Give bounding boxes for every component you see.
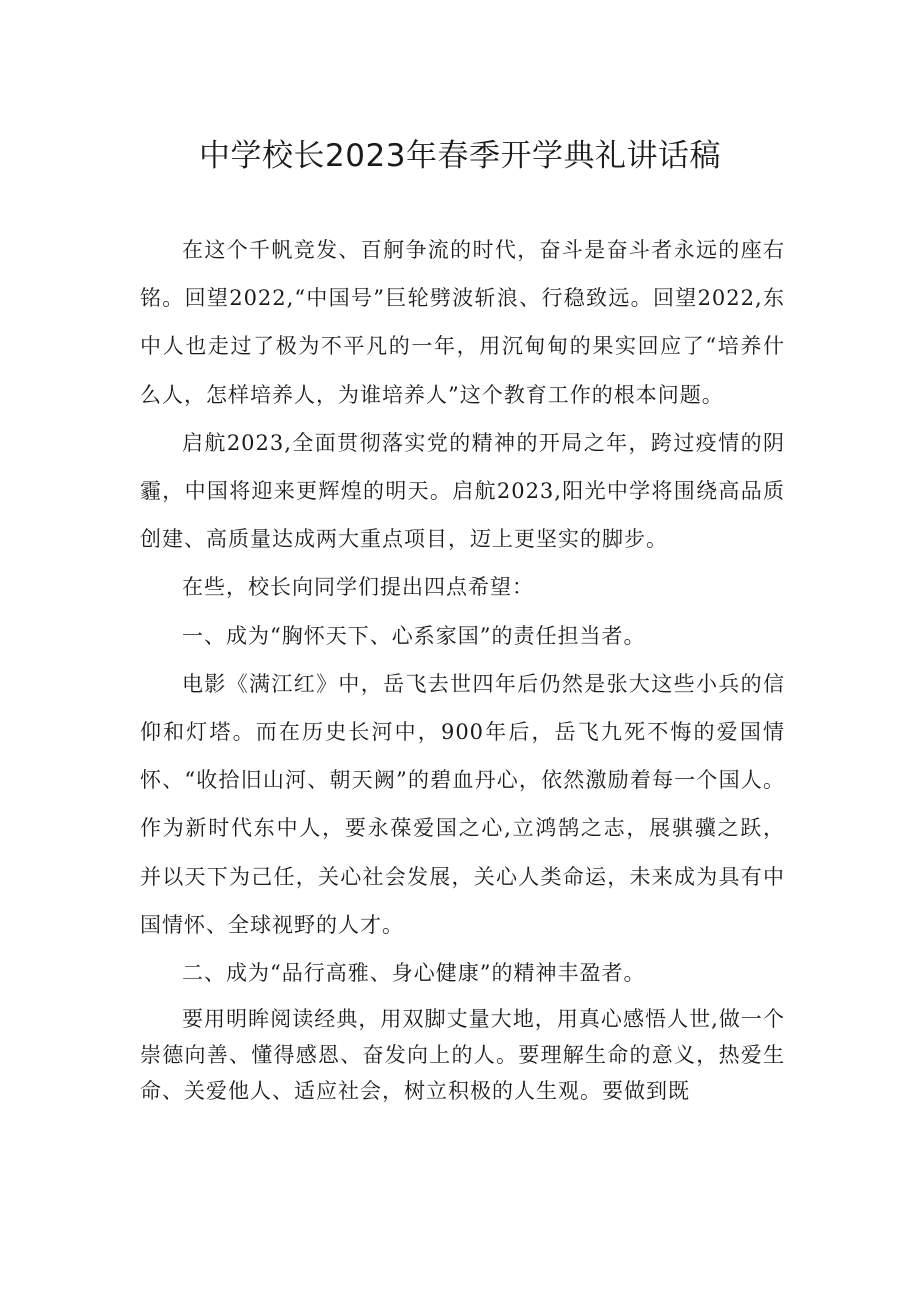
section-heading: 一、成为“胸怀天下、心系家国”的责任担当者。	[182, 623, 646, 648]
paragraph: 要用明眸阅读经典，用双脚丈量大地，用真心感悟人世,做一个崇德向善、懂得感恩、奋发向上的人。要理解生命的意义，热爱生命、关爱他人、适应社会，树立积极的人生观。要做到既	[140, 1007, 785, 1104]
paragraph: 在些，校长向同学们提出四点希望：	[182, 575, 534, 600]
section-heading: 二、成为“品行高雅、身心健康”的精神丰盈者。	[182, 961, 646, 986]
document-title: 中学校长2023年春季开学典礼讲话稿	[199, 138, 721, 174]
paragraph: 在这个千帆竞发、百舸争流的时代，奋斗是奋斗者永远的座右铭。回望2022,“中国号”巨轮劈波斩浪、行稳致远。回望2022,东中人也走过了极为不平凡的一年，用沉甸甸的果实回应了“培养什么人，怎样培养人，为谁培养人”这个教育工作的根本问题。	[140, 238, 785, 407]
document-body	[140, 226, 785, 1109]
paragraph: 电影《满江红》中，岳飞去世四年后仍然是张大这些小兵的信仰和灯塔。而在历史长河中，900年后，岳飞九死不悔的爱国情怀、“收拾旧山河、朝天阙”的碧血丹心，依然激励着每一个国人。作为新时代东中人，要永葆爱国之心,立鸿鹄之志，展骐骥之跃，并以天下为己任，关心社会发展，关心人类命运，未来成为具有中国情怀、全球视野的人才。	[140, 671, 785, 937]
paragraph: 启航2023,全面贯彻落实党的精神的开局之年，跨过疫情的阴霾，中国将迎来更辉煌的明天。启航2023,阳光中学将围绕高品质创建、高质量达成两大重点项目，迈上更坚实的脚步。	[140, 430, 785, 552]
